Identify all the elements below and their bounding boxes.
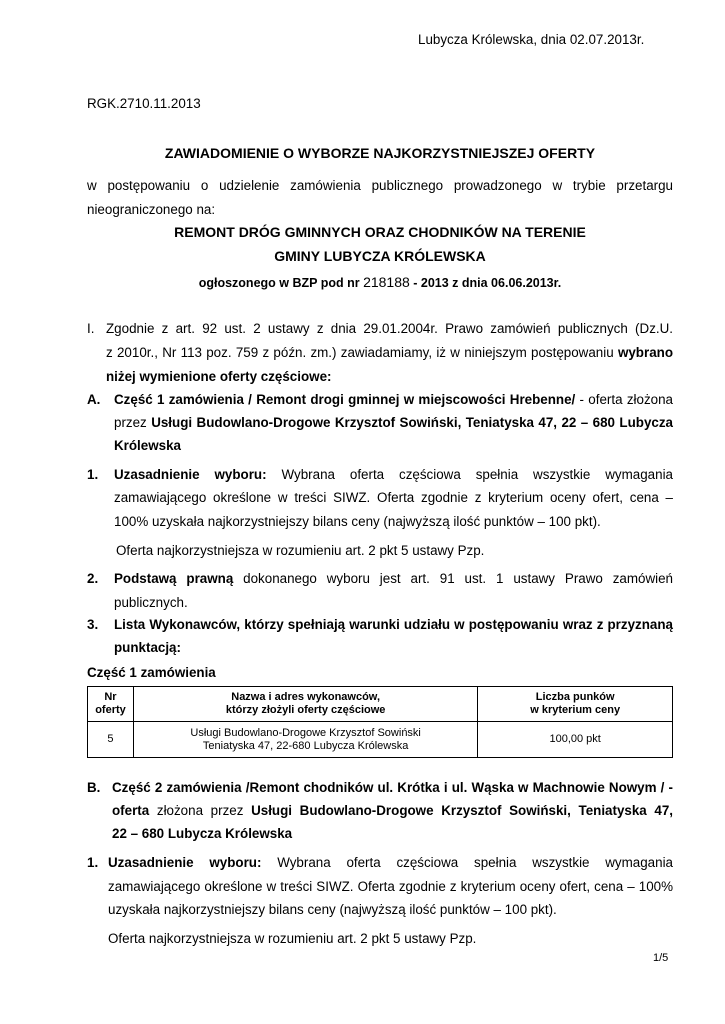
page-number: 1/5: [653, 952, 669, 964]
part-b-line-2: [112, 803, 673, 819]
part-b-item-1-line-1: [108, 855, 673, 871]
announcement-number: 218188: [363, 274, 410, 290]
part-a-item-2-line-2: publicznych.: [114, 595, 188, 610]
announcement-suffix: - 2013 z dnia 06.06.2013r.: [409, 276, 562, 290]
document-title: ZAWIADOMIENIE O WYBORZE NAJKORZYSTNIEJSZEJ OFERTY: [164, 145, 596, 161]
part-a-item-1-line-3: 100% uzyskała najkorzystniejszy bilans ceny (najwyższą ilość punktów – 100 pkt).: [114, 514, 601, 529]
part-a-line-1-text: - oferta złożona: [575, 392, 673, 407]
section-i-line-2: [106, 345, 673, 361]
part-a-item-2-line-1-text: dokonanego wyboru jest art. 91 ust. 1 ustawy Prawo zamówień: [233, 571, 674, 586]
cell-points: 100,00 pkt: [478, 722, 673, 758]
part-a-item-1-line-1-text: Wybrana oferta częściowa spełnia wszystkie wymagania: [266, 467, 673, 482]
section-i-marker: I.: [87, 321, 95, 336]
part-a-item-1-label: Uzasadnienie wyboru:: [114, 467, 267, 482]
part-b-item-1-line-3: uzyskała najkorzystniejszy bilans ceny (najwyższą ilość punktów – 100 pkt).: [108, 902, 557, 917]
header-points-line-2: w kryterium ceny: [530, 704, 621, 716]
reference-number: RGK.2710.11.2013: [87, 96, 201, 111]
part-b-item-1-line-4: Oferta najkorzystniejsza w rozumieniu art. 2 pkt 5 ustawy Pzp.: [108, 931, 477, 946]
part-b-item-1-line-1-text: Wybrana oferta częściowa spełnia wszystkie wymagania: [261, 855, 673, 870]
part-a-line-1: [114, 392, 673, 408]
table-row: [88, 722, 673, 758]
cell-name-line-1: Usługi Budowlano-Drogowe Krzysztof Sowiński: [190, 726, 421, 739]
cell-name-line-2: Teniatyska 47, 22-680 Lubycza Królewska: [202, 739, 409, 752]
part-a-item-3-line-2: punktacją:: [114, 640, 181, 655]
announcement: [87, 274, 673, 290]
subject-line-1: REMONT DRÓG GMINNYCH ORAZ CHODNIKÓW NA TERENIE: [174, 224, 586, 240]
header-nr: [88, 687, 134, 722]
header-name: [133, 687, 477, 722]
subject-line-2: GMINY LUBYCZA KRÓLEWSKA: [274, 248, 486, 264]
header-name-line-2: którzy złożyli oferty częściowe: [225, 704, 386, 716]
header-points-line-1: Liczba punków: [535, 691, 615, 703]
section-i-line-3: niżej wymienione oferty częściowe:: [106, 369, 332, 384]
part-a-item-2-line-1: [114, 571, 673, 587]
part-a-line-3: Królewska: [114, 438, 181, 453]
part-a-line-2-text: przez: [114, 415, 152, 430]
part-a-marker: A.: [87, 392, 101, 407]
intro-line-2: nieograniczonego na:: [87, 202, 216, 217]
section-i-line-1: Zgodnie z art. 92 ust. 2 ustawy z dnia 29.01.2004r. Prawo zamówień publicznych (Dz.U.: [106, 321, 673, 336]
section-i-line-2-bold: wybrano: [617, 345, 673, 360]
section-i-line-2-text: z 2010r., Nr 113 poz. 759 z późn. zm.) zawiadamiamy, iż w niniejszym postępowaniu: [106, 345, 618, 360]
part-b-line-3: 22 – 680 Lubycza Królewska: [112, 826, 293, 841]
part-a-line-1-bold: Część 1 zamówienia / Remont drogi gminnej w miejscowości Hrebenne/: [114, 392, 576, 407]
part-a-item-3-marker: 3.: [87, 617, 99, 632]
part-a-item-1-line-2: zamawiającego określone w treści SIWZ. Oferta zgodnie z kryterium oceny ofert, cena –: [114, 490, 673, 505]
part-a-item-2-label: Podstawą prawną: [114, 571, 234, 586]
part-a-item-2-marker: 2.: [87, 571, 99, 586]
part-b-item-1-label: Uzasadnienie wyboru:: [108, 855, 262, 870]
header-points: [478, 687, 673, 722]
part-b-line-2-bold-a: oferta: [112, 803, 150, 818]
header-name-line-1: Nazwa i adres wykonawców,: [231, 691, 381, 703]
cell-name: [133, 722, 477, 758]
offers-table: [87, 686, 673, 758]
cell-nr: 5: [88, 722, 134, 758]
part-b-item-1-marker: 1.: [87, 855, 99, 870]
part-b-line-2-text: złożona przez: [149, 803, 252, 818]
announcement-prefix: ogłoszonego w BZP pod nr: [198, 276, 364, 290]
part-a-item-1-line-4: Oferta najkorzystniejsza w rozumieniu art. 2 pkt 5 ustawy Pzp.: [116, 543, 485, 558]
header-nr-line-1: Nr: [104, 691, 117, 703]
intro-line-1: w postępowaniu o udzielenie zamówienia publicznego prowadzonego w trybie przetargu: [87, 178, 673, 193]
part-b-line-1: Część 2 zamówienia /Remont chodników ul. Krótka i ul. Wąska w Machnowie Nowym / -: [112, 780, 673, 795]
part-a-item-1-line-1: [114, 467, 673, 483]
part-a-item-3-line-1: Lista Wykonawców, którzy spełniają warunki udziału w postępowaniu wraz z przyznaną: [114, 617, 673, 632]
part-a-item-1-marker: 1.: [87, 467, 99, 482]
place-and-date: Lubycza Królewska, dnia 02.07.2013r.: [418, 32, 645, 47]
part-b-line-2-bold-b: Usługi Budowlano-Drogowe Krzysztof Sowiński, Teniatyska 47,: [251, 803, 674, 818]
header-nr-line-2: oferty: [95, 704, 126, 716]
table-caption: Część 1 zamówienia: [87, 665, 216, 680]
part-b-item-1-line-2: zamawiającego określone w treści SIWZ. Oferta zgodnie z kryterium oceny ofert, cena – 100%: [108, 879, 673, 894]
part-b-marker: B.: [87, 780, 101, 795]
part-a-line-2-bold: Usługi Budowlano-Drogowe Krzysztof Sowiński, Teniatyska 47, 22 – 680 Lubycza: [151, 415, 674, 430]
table-header-row: [88, 687, 673, 722]
part-a-line-2: [114, 415, 673, 431]
